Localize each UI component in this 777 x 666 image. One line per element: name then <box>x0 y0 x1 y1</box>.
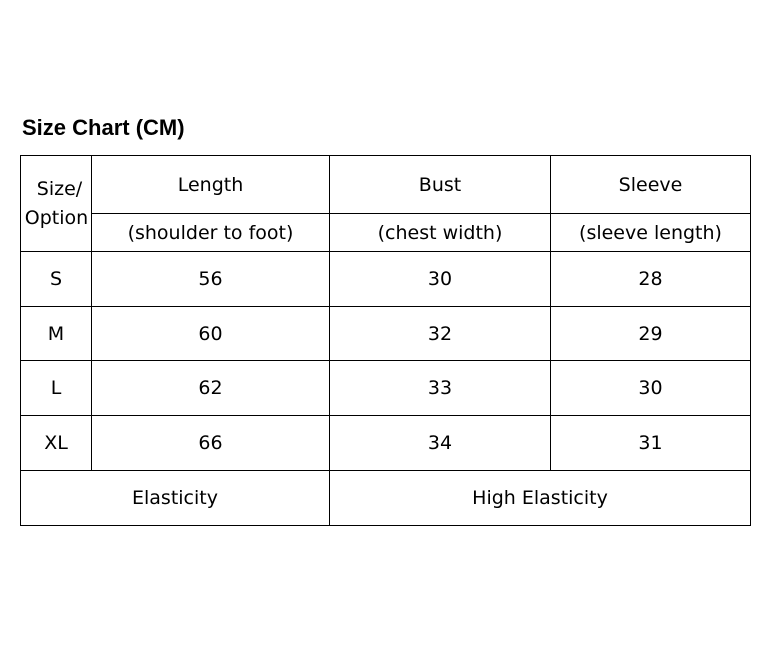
size-option-header <box>21 156 92 252</box>
bust-cell: 32 <box>330 307 551 361</box>
table-row <box>21 307 751 361</box>
size-cell: XL <box>21 416 92 471</box>
length-cell: 60 <box>92 307 330 361</box>
sleeve-cell: 31 <box>551 416 751 471</box>
elasticity-label: Elasticity <box>21 471 330 526</box>
elasticity-value: High Elasticity <box>330 471 751 526</box>
length-cell: 66 <box>92 416 330 471</box>
sleeve-header: Sleeve <box>551 156 751 214</box>
chart-title: Size Chart (CM) <box>22 115 185 140</box>
sleeve-cell: 29 <box>551 307 751 361</box>
table-row <box>21 252 751 307</box>
sleeve-subheader: (sleeve length) <box>551 214 751 252</box>
size-chart-table <box>20 155 751 526</box>
table-row <box>21 361 751 416</box>
bust-cell: 34 <box>330 416 551 471</box>
length-cell: 56 <box>92 252 330 307</box>
length-subheader: (shoulder to foot) <box>92 214 330 252</box>
size-cell: M <box>21 307 92 361</box>
bust-cell: 33 <box>330 361 551 416</box>
bust-header: Bust <box>330 156 551 214</box>
bust-subheader: (chest width) <box>330 214 551 252</box>
length-header: Length <box>92 156 330 214</box>
sleeve-cell: 28 <box>551 252 751 307</box>
size-cell: L <box>21 361 92 416</box>
table-row <box>21 416 751 471</box>
subheader-row <box>21 214 751 252</box>
size-option-header-line2: Option <box>24 206 89 229</box>
size-cell: S <box>21 252 92 307</box>
size-option-header-line1: Size/ <box>36 177 83 200</box>
sleeve-cell: 30 <box>551 361 751 416</box>
header-row <box>21 156 751 214</box>
footer-row <box>21 471 751 526</box>
length-cell: 62 <box>92 361 330 416</box>
bust-cell: 30 <box>330 252 551 307</box>
